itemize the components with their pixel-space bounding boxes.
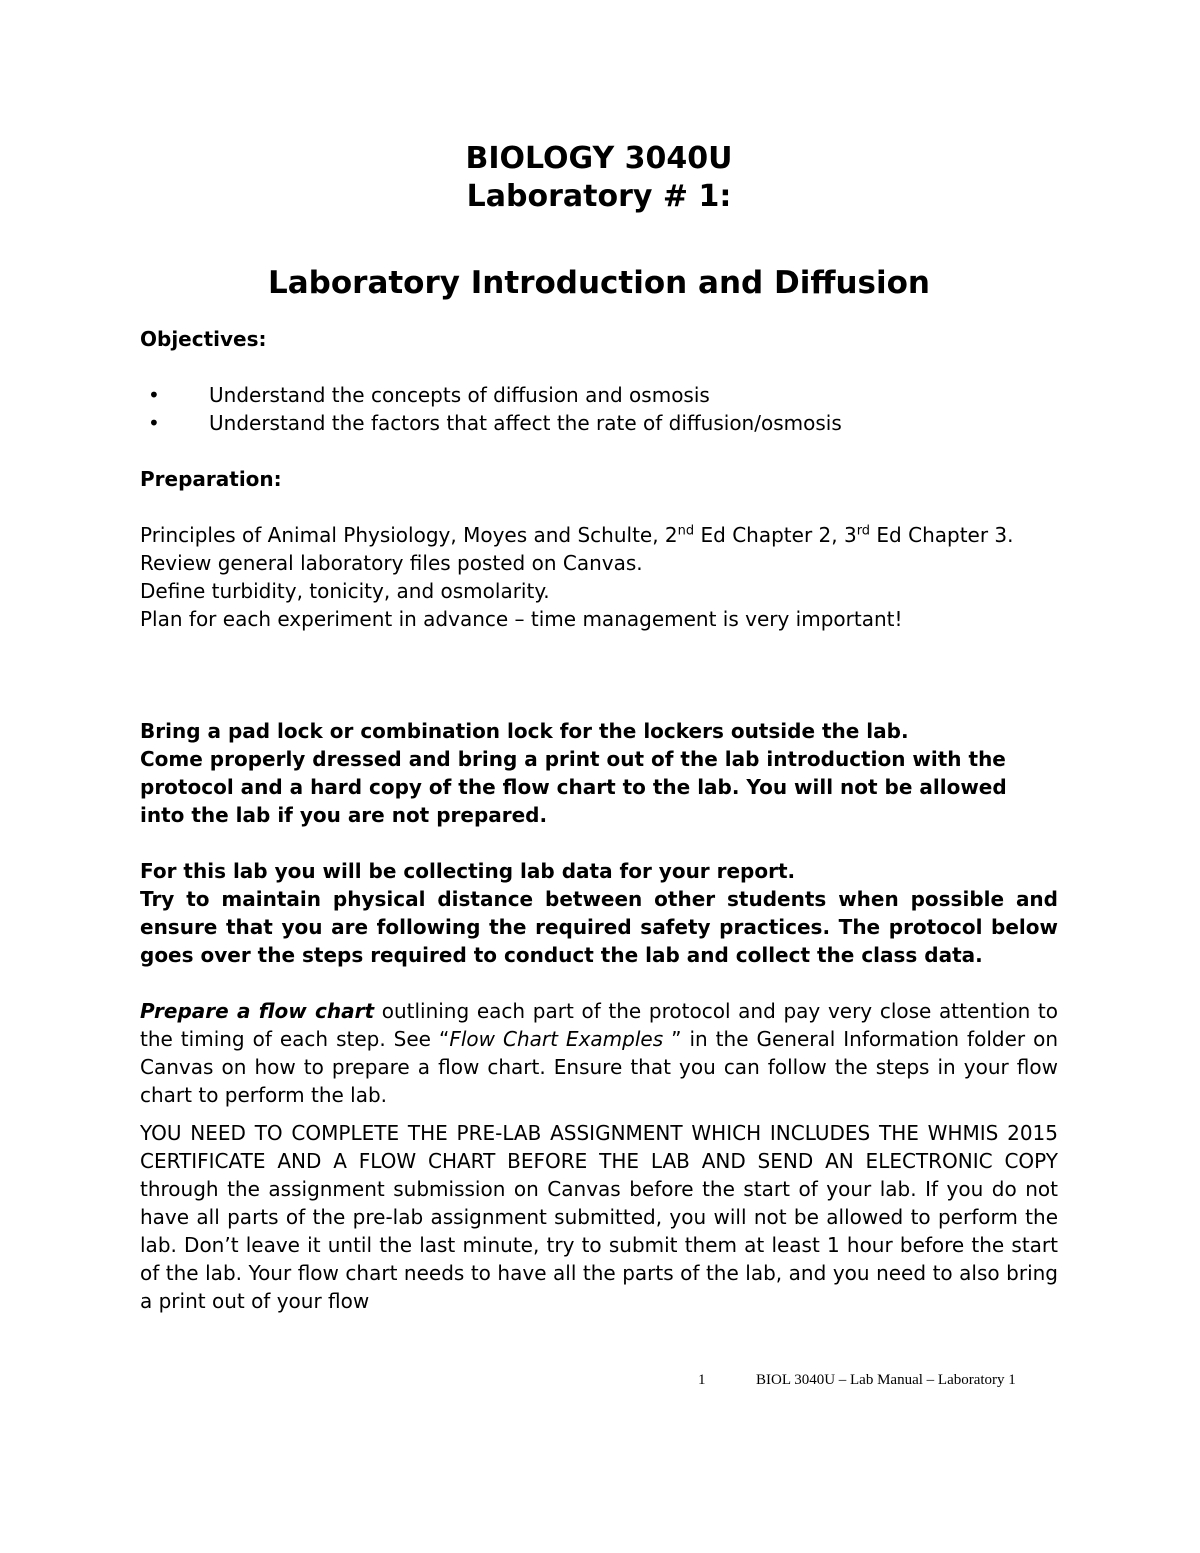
preparation-review: Review general laboratory files posted on Canvas. bbox=[140, 551, 643, 575]
objective-item bbox=[140, 381, 1058, 409]
notice-collect: For this lab you will be collecting lab data for your report. bbox=[140, 859, 796, 883]
prelab-notice: YOU NEED TO COMPLETE THE PRE-LAB ASSIGNMENT WHICH INCLUDES THE WHMIS 2015 CERTIFICATE AND A FLOW CHART BEFORE THE LAB AND SEND AN ELECTRONIC COPY through the assignment submission on Canvas before the start of your lab. If you do not have all parts of the pre-lab assignment submitted, you will not be allowed to perform the lab. Don’t leave it until the last minute, try to submit them at least 1 hour before the start of the lab. Your flow chart needs to have all the parts of the lab, and you need to also bring a print out of your flow bbox=[140, 1121, 1058, 1313]
notice-lock: Bring a pad lock or combination lock for the lockers outside the lab. bbox=[140, 719, 909, 743]
flowchart-instructions: Prepare a flow chart outlining each part of the protocol and pay very close attention to the timing of each step. See “Flow Chart Examples ” in the General Information folder on Canvas on how to prepare a flow chart. Ensure that you can follow the steps in your flow chart to perform the lab. bbox=[140, 999, 1058, 1107]
page-footer bbox=[698, 1370, 1016, 1390]
document-page bbox=[140, 140, 1058, 1315]
lab-title: Laboratory Introduction and Diffusion bbox=[268, 265, 930, 301]
running-title: BIOL 3040U – Lab Manual – Laboratory 1 bbox=[756, 1372, 1016, 1388]
preparation-textbook: Principles of Animal Physiology, Moyes and Schulte, 2nd Ed Chapter 2, 3rd Ed Chapter 3. bbox=[140, 523, 1014, 547]
notice-distance: Try to maintain physical distance between other students when possible and ensure that you are following the required safety practices. The protocol below goes over the steps required to conduct the lab and collect the class data. bbox=[140, 887, 1058, 967]
lab-number: Laboratory # 1: bbox=[466, 179, 732, 214]
objectives-list bbox=[140, 381, 1058, 437]
notice-dress: Come properly dressed and bring a print out of the lab introduction with the protocol and a hard copy of the flow chart to the lab. You will not be allowed into the lab if you are not prepared. bbox=[140, 747, 1007, 827]
preparation-plan: Plan for each experiment in advance – time management is very important! bbox=[140, 607, 903, 631]
objective-text: Understand the factors that affect the rate of diffusion/osmosis bbox=[209, 411, 842, 435]
preparation-label: Preparation: bbox=[140, 467, 282, 491]
preparation-define: Define turbidity, tonicity, and osmolarity. bbox=[140, 579, 550, 603]
objective-text: Understand the concepts of diffusion and osmosis bbox=[209, 383, 710, 407]
page-number: 1 bbox=[698, 1372, 706, 1388]
flowchart-examples: Flow Chart Examples bbox=[449, 1027, 664, 1051]
bullet-icon: • bbox=[148, 383, 160, 407]
objectives-label: Objectives: bbox=[140, 327, 267, 351]
objective-item bbox=[140, 409, 1058, 437]
bullet-icon: • bbox=[148, 411, 160, 435]
course-title: BIOLOGY 3040U bbox=[465, 141, 733, 176]
flowchart-lead: Prepare a flow chart bbox=[140, 999, 375, 1023]
